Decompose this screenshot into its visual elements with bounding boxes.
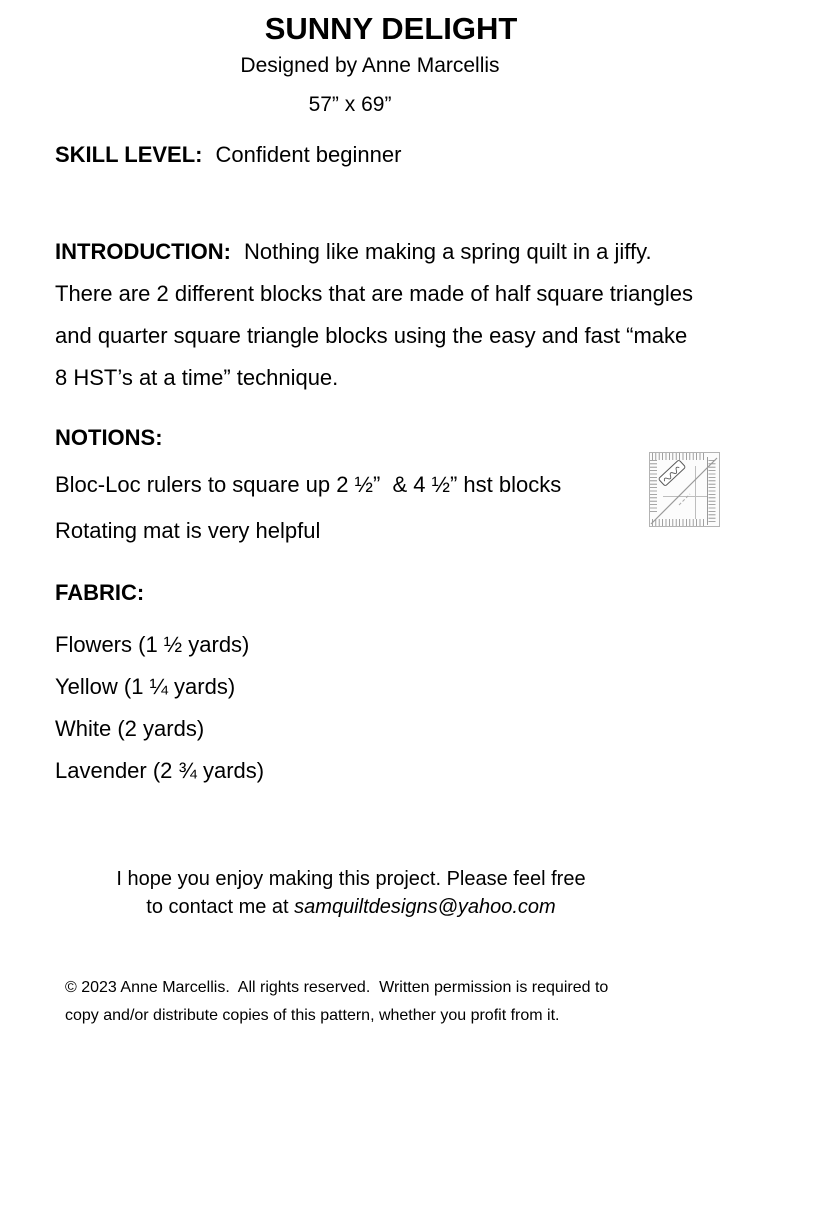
- notions-item: Bloc-Loc rulers to square up 2 ½” & 4 ½” hst blocks: [55, 472, 562, 497]
- fabric-list: [55, 624, 264, 792]
- contact-line: [55, 893, 647, 921]
- introduction-line: 8 HST’s at a time” technique.: [55, 365, 339, 390]
- fabric-item: Flowers (1 ½ yards): [55, 632, 250, 657]
- introduction-label: INTRODUCTION:: [55, 239, 231, 264]
- introduction-line: There are 2 different blocks that are made of half square triangles: [55, 281, 693, 306]
- designer-byline: Designed by Anne Marcellis: [240, 54, 500, 77]
- contact-line: I hope you enjoy making this project. Please feel free: [116, 868, 586, 890]
- fabric-item: White (2 yards): [55, 716, 205, 741]
- introduction-paragraph: [55, 231, 774, 399]
- notions-heading: NOTIONS:: [55, 425, 163, 450]
- introduction-line: [55, 231, 774, 273]
- skill-level-label: SKILL LEVEL:: [55, 142, 203, 167]
- fabric-item: Yellow (1 ¼ yards): [55, 674, 236, 699]
- introduction-line: and quarter square triangle blocks using the easy and fast “make: [55, 323, 688, 348]
- copyright-notice: [65, 974, 608, 1030]
- copyright-line: copy and/or distribute copies of this pattern, whether you profit from it.: [65, 1007, 560, 1024]
- bloc-loc-ruler-icon: [649, 452, 720, 527]
- notions-item: Rotating mat is very helpful: [55, 518, 321, 543]
- contact-prefix: to contact me at: [146, 896, 295, 918]
- finished-size: 57” x 69”: [308, 93, 392, 116]
- contact-email: samquiltdesigns@yahoo.com: [294, 896, 556, 918]
- contact-note: [55, 865, 647, 921]
- skill-level-line: [55, 142, 401, 168]
- fabric-item: Lavender (2 ¾ yards): [55, 758, 265, 783]
- copyright-line: © 2023 Anne Marcellis. All rights reserved. Written permission is required to: [65, 979, 609, 996]
- fabric-heading: FABRIC:: [55, 580, 145, 605]
- introduction-text: Nothing like making a spring quilt in a jiffy.: [243, 239, 652, 264]
- skill-level-value: Confident beginner: [215, 142, 402, 167]
- page-title: SUNNY DELIGHT: [264, 11, 518, 46]
